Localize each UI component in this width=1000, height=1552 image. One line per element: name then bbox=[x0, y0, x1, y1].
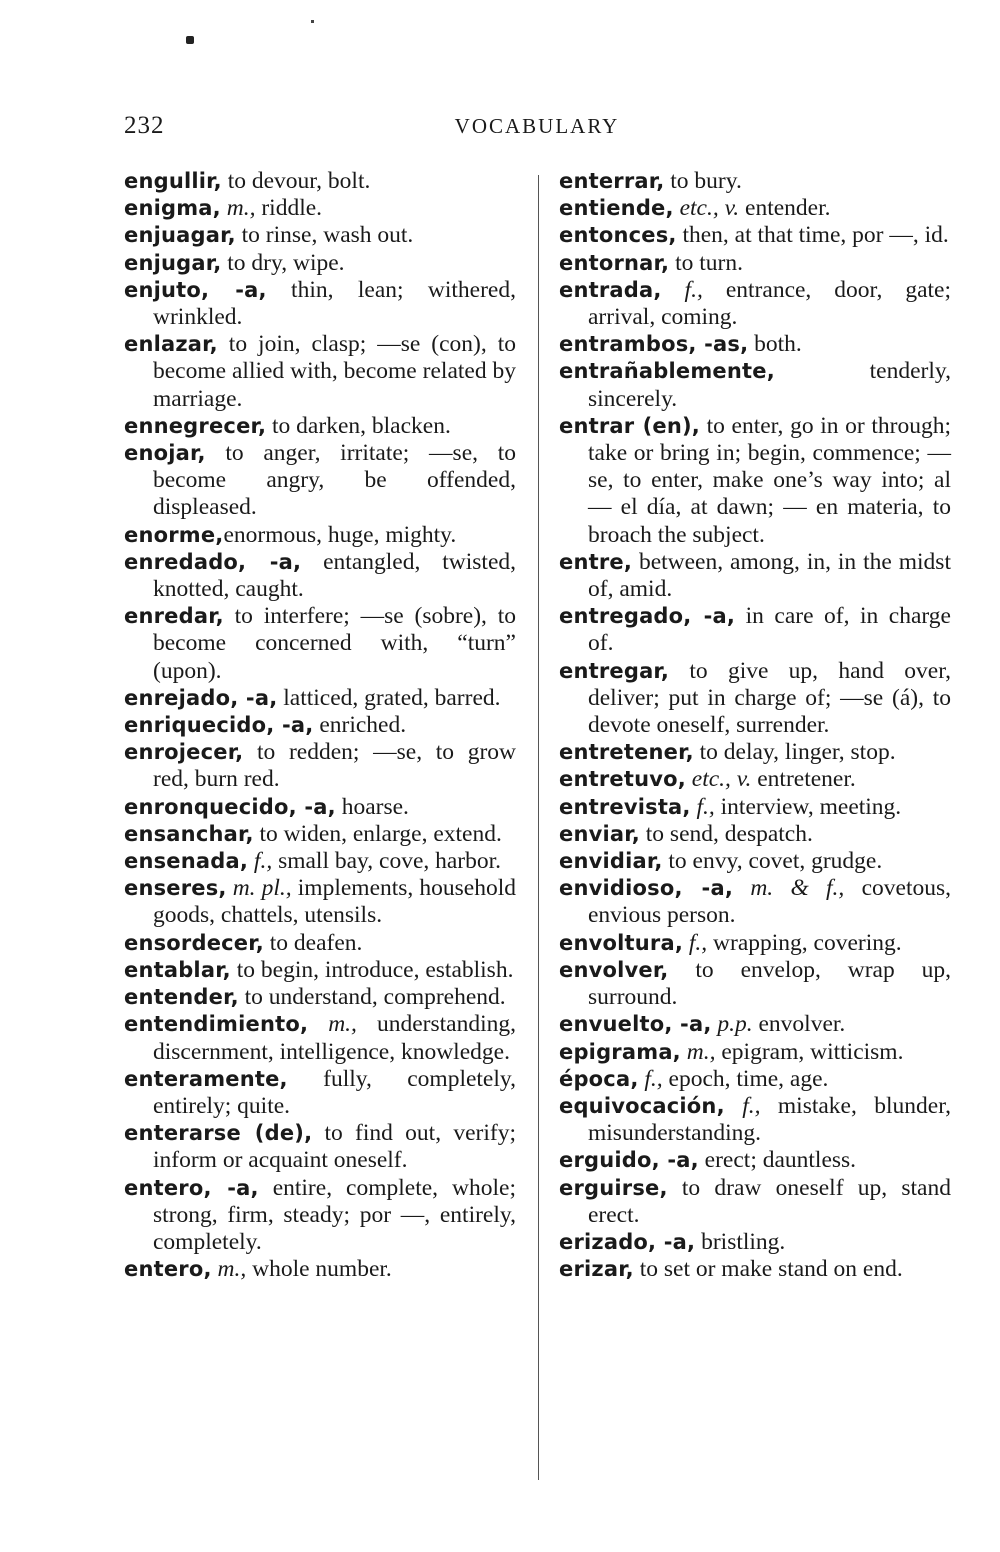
definition: interview, meeting. bbox=[714, 793, 902, 820]
stray-ink-dot bbox=[311, 20, 314, 23]
definition: between, among, in, in the midst of, amid. bbox=[588, 548, 951, 603]
grammar-label: etc., v. bbox=[685, 766, 752, 793]
vocabulary-entry bbox=[559, 1066, 951, 1093]
headword: ennegrecer, bbox=[124, 413, 267, 438]
vocabulary-entry bbox=[124, 957, 516, 984]
headword: enriquecido, -a, bbox=[124, 713, 314, 738]
headword: entero, bbox=[124, 1257, 212, 1282]
headword: enseres, bbox=[124, 876, 227, 901]
vocabulary-entry bbox=[559, 168, 951, 195]
headword: entiende, bbox=[559, 196, 674, 221]
vocabulary-entry bbox=[124, 549, 516, 603]
vocabulary-entry bbox=[559, 821, 951, 848]
vocabulary-entry bbox=[124, 413, 516, 440]
vocabulary-entry bbox=[559, 1011, 951, 1038]
definition: to send, despatch. bbox=[639, 820, 813, 847]
vocabulary-entry bbox=[124, 331, 516, 413]
vocabulary-entry bbox=[559, 331, 951, 358]
vocabulary-entry bbox=[124, 930, 516, 957]
definition: in care of, in charge of. bbox=[588, 603, 951, 657]
definition: to envelop, wrap up, surround. bbox=[588, 956, 951, 1011]
headword: enredado, -a, bbox=[124, 549, 302, 574]
definition: to interfere; —se (sobre), to become concerned with, “turn” (upon). bbox=[153, 603, 516, 684]
definition: epigram, witticism. bbox=[715, 1038, 904, 1065]
grammar-label: m., bbox=[680, 1038, 716, 1065]
vocabulary-entry bbox=[559, 195, 951, 222]
vocabulary-entry bbox=[124, 875, 516, 929]
headword: entender, bbox=[124, 985, 239, 1010]
definition: to deafen. bbox=[263, 929, 363, 956]
definition: to give up, hand over, deliver; put in charge of; —se (á), to devote oneself, surrender. bbox=[588, 657, 951, 739]
headword: enredar, bbox=[124, 604, 224, 629]
vocabulary-entry bbox=[559, 1147, 951, 1174]
headword: enlazar, bbox=[124, 332, 218, 357]
definition: entretener. bbox=[751, 766, 856, 793]
vocabulary-entry bbox=[559, 1229, 951, 1256]
headword: envidioso, -a, bbox=[559, 876, 734, 901]
definition: bristling. bbox=[695, 1228, 786, 1255]
grammar-label: m. & f., bbox=[733, 875, 845, 902]
definition: enormous, huge, mighty. bbox=[223, 521, 457, 548]
vocabulary-entry bbox=[124, 440, 516, 522]
definition: to dry, wipe. bbox=[221, 249, 345, 276]
definition: fully, completely, entirely; quite. bbox=[153, 1065, 516, 1119]
grammar-label: f., bbox=[724, 1092, 761, 1119]
grammar-label: f., bbox=[248, 848, 273, 875]
vocabulary-entry bbox=[559, 413, 951, 549]
headword: enteramente, bbox=[124, 1066, 288, 1091]
vocabulary-entry bbox=[559, 549, 951, 603]
vocabulary-entry bbox=[124, 222, 516, 249]
definition: to widen, enlarge, extend. bbox=[253, 820, 502, 847]
headword: entrevista, bbox=[559, 794, 691, 819]
headword: entendimiento, bbox=[124, 1012, 309, 1037]
right-column bbox=[559, 168, 951, 1283]
vocabulary-entry bbox=[559, 875, 951, 929]
vocabulary-entry bbox=[124, 984, 516, 1011]
definition: to bury. bbox=[664, 168, 742, 194]
vocabulary-entry bbox=[559, 848, 951, 875]
headword: enrejado, -a, bbox=[124, 685, 278, 710]
grammar-label: etc., v. bbox=[673, 195, 740, 222]
headword: envidiar, bbox=[559, 849, 663, 874]
vocabulary-entry bbox=[559, 930, 951, 957]
headword: entablar, bbox=[124, 957, 231, 982]
definition: to set or make stand on end. bbox=[633, 1256, 903, 1283]
vocabulary-entry bbox=[559, 658, 951, 740]
vocabulary-entry bbox=[124, 739, 516, 793]
page-number: 232 bbox=[124, 112, 165, 139]
vocabulary-entry bbox=[124, 848, 516, 875]
vocabulary-entry bbox=[124, 821, 516, 848]
definition: small bay, cove, harbor. bbox=[272, 848, 502, 875]
definition: to anger, irritate; —se, to become angry, be offended, displeased. bbox=[153, 440, 516, 521]
headword: entre, bbox=[559, 549, 633, 574]
definition: to envy, covet, grudge. bbox=[662, 848, 883, 875]
vocabulary-entry bbox=[124, 794, 516, 821]
vocabulary-entry bbox=[559, 739, 951, 766]
grammar-label: m., bbox=[220, 195, 256, 222]
vocabulary-entry bbox=[124, 522, 516, 549]
headword: equivocación, bbox=[559, 1093, 725, 1118]
vocabulary-entry bbox=[124, 712, 516, 739]
vocabulary-entry bbox=[559, 1039, 951, 1066]
vocabulary-entry bbox=[559, 957, 951, 1011]
headword: entregado, -a, bbox=[559, 604, 736, 629]
column-divider bbox=[538, 175, 539, 1480]
headword: erguido, -a, bbox=[559, 1148, 699, 1173]
vocabulary-entry bbox=[124, 603, 516, 685]
headword: enjugar, bbox=[124, 250, 222, 275]
headword: entregar, bbox=[559, 658, 670, 683]
definition: covetous, envious person. bbox=[588, 875, 951, 929]
grammar-label: m., bbox=[308, 1011, 357, 1038]
headword: enrojecer, bbox=[124, 740, 244, 765]
vocabulary-entry bbox=[559, 250, 951, 277]
definition: riddle. bbox=[255, 195, 323, 222]
vocabulary-entry bbox=[124, 685, 516, 712]
headword: entretuvo, bbox=[559, 767, 686, 792]
left-column bbox=[124, 168, 516, 1283]
vocabulary-entry bbox=[559, 358, 951, 412]
vocabulary-entry bbox=[559, 1175, 951, 1229]
headword: envolver, bbox=[559, 957, 669, 982]
definition: to delay, linger, stop. bbox=[693, 739, 896, 766]
headword: enorme, bbox=[124, 522, 224, 547]
vocabulary-entry bbox=[124, 1256, 516, 1283]
headword: erizar, bbox=[559, 1257, 634, 1282]
definition: to enter, go in or through; take or bring in; begin, commence; —se, to enter, make one’s way into; al — el día, at dawn; — en materia, to broach the subject. bbox=[588, 412, 951, 548]
definition: to find out, verify; inform or acquaint oneself. bbox=[153, 1120, 516, 1174]
vocabulary-entry bbox=[124, 195, 516, 222]
headword: entrar (en), bbox=[559, 413, 700, 438]
headword: enterarse (de), bbox=[124, 1121, 313, 1146]
definition: thin, lean; withered, wrinkled. bbox=[153, 276, 516, 331]
definition: to begin, introduce, establish. bbox=[230, 956, 514, 983]
headword: entretener, bbox=[559, 740, 694, 765]
headword: entrambos, -as, bbox=[559, 332, 749, 357]
headword: entero, -a, bbox=[124, 1175, 259, 1200]
grammar-label: f., bbox=[638, 1065, 663, 1092]
headword: enjuagar, bbox=[124, 223, 236, 248]
definition: enriched. bbox=[313, 712, 407, 739]
headword: envuelto, -a, bbox=[559, 1012, 712, 1037]
grammar-label: f., bbox=[661, 276, 703, 303]
vocabulary-entry bbox=[124, 250, 516, 277]
definition: wrapping, covering. bbox=[707, 929, 902, 956]
definition: to understand, comprehend. bbox=[238, 984, 506, 1011]
definition: envolver. bbox=[752, 1011, 846, 1038]
definition: latticed, grated, barred. bbox=[277, 684, 501, 711]
headword: enjuto, -a, bbox=[124, 277, 267, 302]
headword: ensanchar, bbox=[124, 821, 254, 846]
grammar-label: p.p. bbox=[711, 1011, 753, 1038]
vocabulary-entry bbox=[124, 1120, 516, 1174]
vocabulary-entry bbox=[124, 168, 516, 195]
definition: understanding, discernment, intelligence, knowledge. bbox=[153, 1011, 516, 1065]
definition: to rinse, wash out. bbox=[235, 222, 414, 249]
stray-ink-mark bbox=[186, 36, 194, 44]
definition: both. bbox=[748, 331, 802, 358]
definition: to darken, blacken. bbox=[266, 412, 451, 439]
definition: entender. bbox=[739, 195, 831, 222]
definition: then, at that time, por —, id. bbox=[676, 222, 949, 249]
definition: epoch, time, age. bbox=[662, 1065, 829, 1092]
definition: to turn. bbox=[669, 249, 743, 276]
vocabulary-entry bbox=[559, 1093, 951, 1147]
headword: enigma, bbox=[124, 196, 221, 221]
running-title: VOCABULARY bbox=[454, 114, 620, 138]
grammar-label: f., bbox=[683, 929, 708, 956]
grammar-label: m., bbox=[211, 1256, 247, 1283]
vocabulary-entry bbox=[559, 794, 951, 821]
vocabulary-entry bbox=[124, 1066, 516, 1120]
definition: implements, household goods, chattels, utensils. bbox=[153, 875, 516, 929]
headword: época, bbox=[559, 1066, 639, 1091]
vocabulary-entry bbox=[124, 1011, 516, 1065]
headword: entonces, bbox=[559, 223, 677, 248]
definition: entrance, door, gate; arrival, coming. bbox=[588, 276, 951, 331]
headword: erizado, -a, bbox=[559, 1229, 696, 1254]
definition: erect; dauntless. bbox=[698, 1147, 857, 1174]
definition: entire, complete, whole; strong, firm, steady; por —, entirely, completely. bbox=[153, 1174, 516, 1255]
headword: engullir, bbox=[124, 169, 222, 193]
vocabulary-entry bbox=[559, 277, 951, 331]
definition: whole number. bbox=[246, 1256, 392, 1283]
headword: enojar, bbox=[124, 441, 206, 466]
grammar-label: m. pl., bbox=[226, 875, 292, 902]
definition: to join, clasp; —se (con), to become allied with, become related by marriage. bbox=[153, 331, 516, 412]
definition: tenderly, sincerely. bbox=[588, 358, 951, 412]
headword: ensordecer, bbox=[124, 930, 264, 955]
definition: hoarse. bbox=[335, 793, 409, 820]
headword: erguirse, bbox=[559, 1175, 668, 1200]
headword: entrañablemente, bbox=[559, 359, 775, 384]
vocabulary-entry bbox=[124, 277, 516, 331]
vocabulary-entry bbox=[559, 766, 951, 793]
headword: enviar, bbox=[559, 821, 640, 846]
definition: to draw oneself up, stand erect. bbox=[588, 1174, 951, 1228]
headword: enronquecido, -a, bbox=[124, 794, 336, 819]
headword: envoltura, bbox=[559, 930, 684, 955]
headword: epigrama, bbox=[559, 1039, 681, 1064]
definition: to devour, bolt. bbox=[221, 168, 371, 194]
definition: to redden; —se, to grow red, burn red. bbox=[153, 739, 516, 793]
headword: entrada, bbox=[559, 277, 662, 302]
vocabulary-entry bbox=[559, 603, 951, 657]
vocabulary-entry bbox=[559, 1256, 951, 1283]
headword: ensenada, bbox=[124, 849, 249, 874]
vocabulary-entry bbox=[124, 1175, 516, 1257]
headword: entornar, bbox=[559, 250, 670, 275]
headword: enterrar, bbox=[559, 169, 665, 193]
definition: mistake, blunder, misunderstanding. bbox=[588, 1092, 951, 1147]
vocabulary-entry bbox=[559, 222, 951, 249]
page-header bbox=[124, 112, 950, 142]
grammar-label: f., bbox=[690, 793, 715, 820]
definition: entangled, twisted, knotted, caught. bbox=[153, 548, 516, 603]
